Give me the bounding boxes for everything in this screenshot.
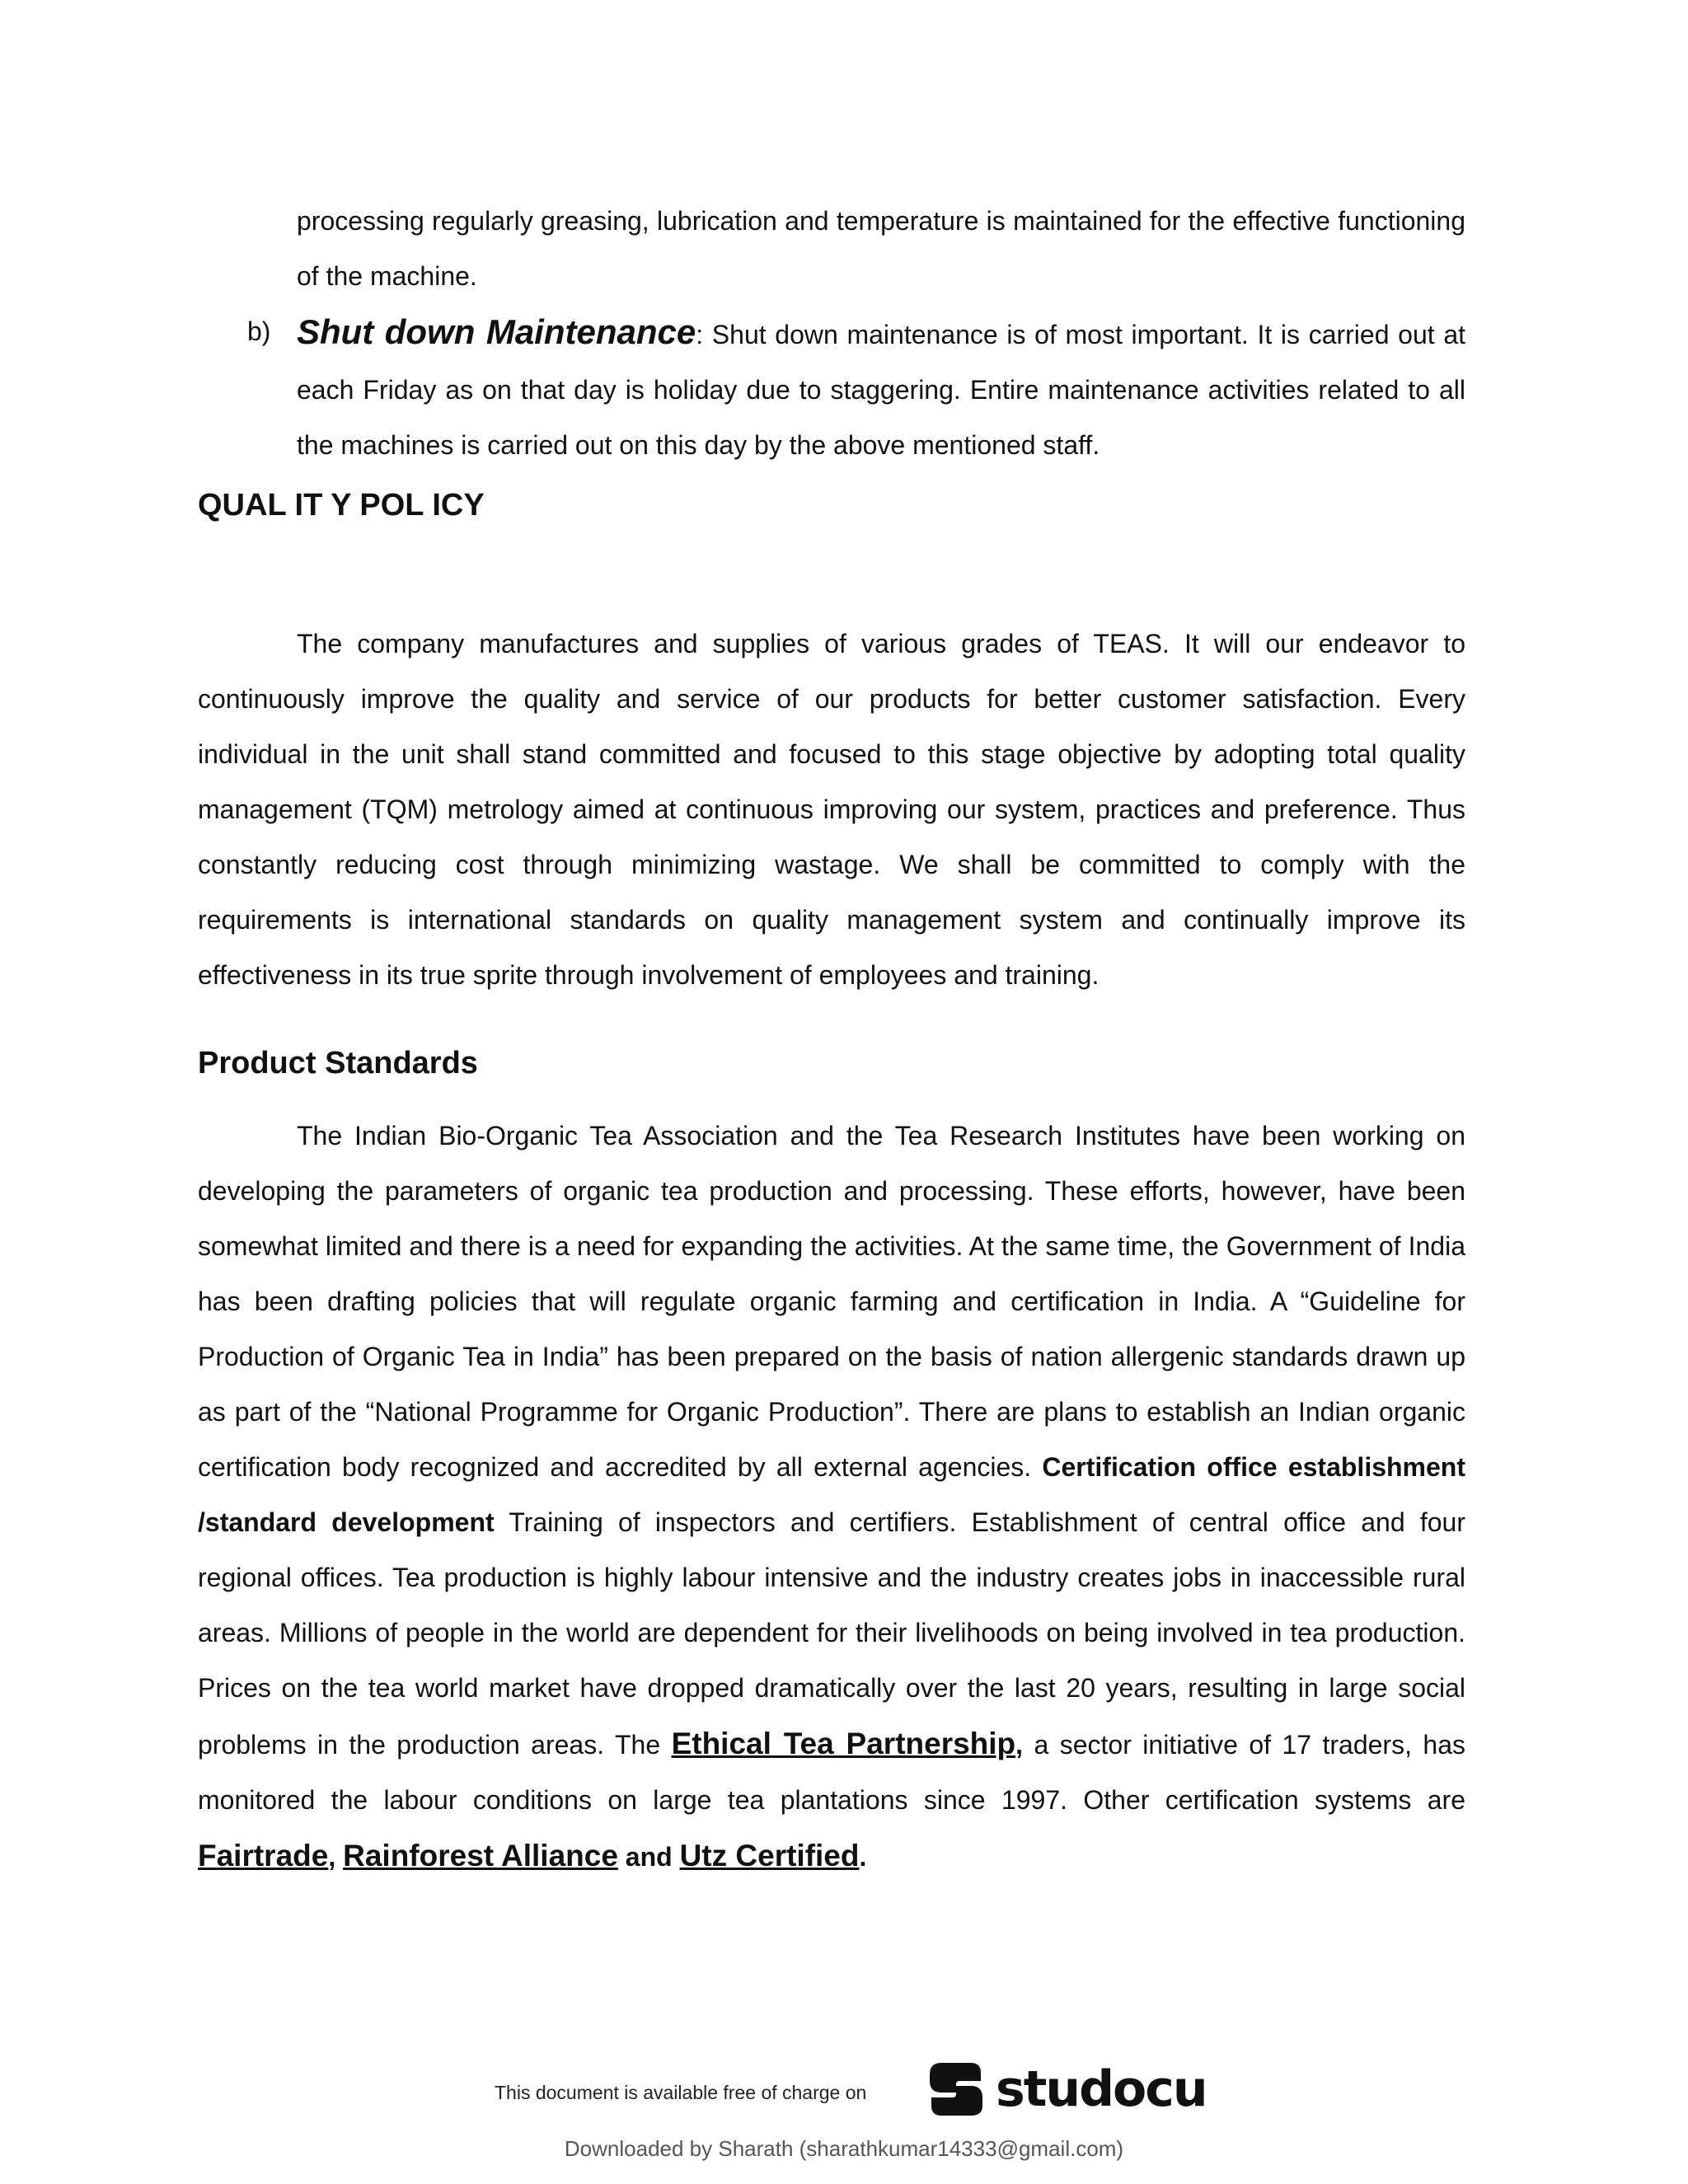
page-content	[198, 194, 1465, 1885]
comma: ,	[1015, 1730, 1024, 1760]
product-standards-text-1: The Indian Bio-Organic Tea Association and the Tea Research Institutes have been working on developing the parameters of organic tea production and processing. These efforts, however, have been somewhat limited and there is a need for expanding the activities. At the same time, the Government of India has been drafting policies that will regulate organic farming and certification in India. A “Guideline for Production of Organic Tea in India” has been prepared on the basis of nation allergenic standards drawn up as part of the “National Programme for Organic Production”. There are plans to establish an Indian organic certification body recognized and accredited by all external agencies.	[198, 1121, 1465, 1482]
heading-colon: :	[696, 320, 704, 349]
spacer	[198, 1003, 1465, 1031]
maintenance-continuation: processing regularly greasing, lubrication and temperature is maintained for the effective functioning of the machine.	[297, 206, 1465, 291]
and-word: and	[617, 1842, 680, 1872]
list-item-shutdown-maintenance	[198, 304, 1465, 473]
spacer	[198, 526, 1465, 616]
space	[335, 1842, 343, 1872]
comma: ,	[328, 1842, 336, 1872]
studocu-logo[interactable]	[923, 2044, 1207, 2135]
quality-policy-title: QUAL IT Y POL ICY	[198, 488, 485, 523]
footer	[0, 2044, 1688, 2184]
rainforest-alliance-link[interactable]: Rainforest Alliance	[343, 1839, 618, 1872]
studocu-logo-icon	[923, 2056, 989, 2122]
product-standards-paragraph	[198, 1108, 1465, 1885]
shutdown-maintenance-text: Shut down maintenance is of most important. It is carried out at each Friday as on that day is holiday due to staggering. Entire maintenance activities related to all the machines is carried out on this day by the above mentioned staff.	[297, 320, 1466, 460]
product-standards-title: Product Standards	[198, 1046, 478, 1080]
spacer	[198, 1084, 1465, 1108]
certification-office-bold: Certification office establishment /standard development	[198, 1452, 1466, 1537]
shutdown-maintenance-heading: Shut down Maintenance	[297, 312, 696, 351]
list-marker: b)	[247, 316, 271, 346]
studocu-brand-text: studocu	[996, 2060, 1207, 2118]
period: .	[859, 1842, 867, 1872]
fairtrade-link[interactable]: Fairtrade	[198, 1839, 329, 1872]
ethical-tea-partnership-link[interactable]: Ethical Tea Partnership	[671, 1727, 1016, 1760]
footer-downloaded-text: Downloaded by Sharath (sharathkumar14333@gmail.com)	[564, 2136, 1124, 2161]
quality-policy-paragraph: The company manufactures and supplies of various grades of TEAS. It will our endeavor to continuously improve the quality and service of our products for better customer satisfaction. Every individual in the unit shall stand committed and focused to this stage objective by adopting total quality management (TQM) metrology aimed at continuous improving our system, practices and preference. Thus constantly reducing cost through minimizing wastage. We shall be committed to comply with the requirements is international standards on quality management system and continually improve its effectiveness in its true sprite through involvement of employees and training.	[198, 629, 1465, 990]
utz-certified-link[interactable]: Utz Certified	[679, 1839, 860, 1872]
product-standards-text-2: Training of inspectors and certifiers. Establishment of central office and four regional offices. Tea production is highly labour intensive and the industry creates jobs in inaccessible rural areas. Millions of people in the world are dependent for their livelihoods on being involved in tea production. Prices on the tea world market have dropped dramatically over the last 20 years, resulting in large social problems in the production areas. The	[198, 1507, 1466, 1760]
footer-available-text: This document is available free of charge on	[495, 2082, 867, 2103]
product-standards-text-3: a sector initiative of 17 traders, has monitored the labour conditions on large tea plantations since 1997. Other certification systems are	[198, 1730, 1466, 1815]
